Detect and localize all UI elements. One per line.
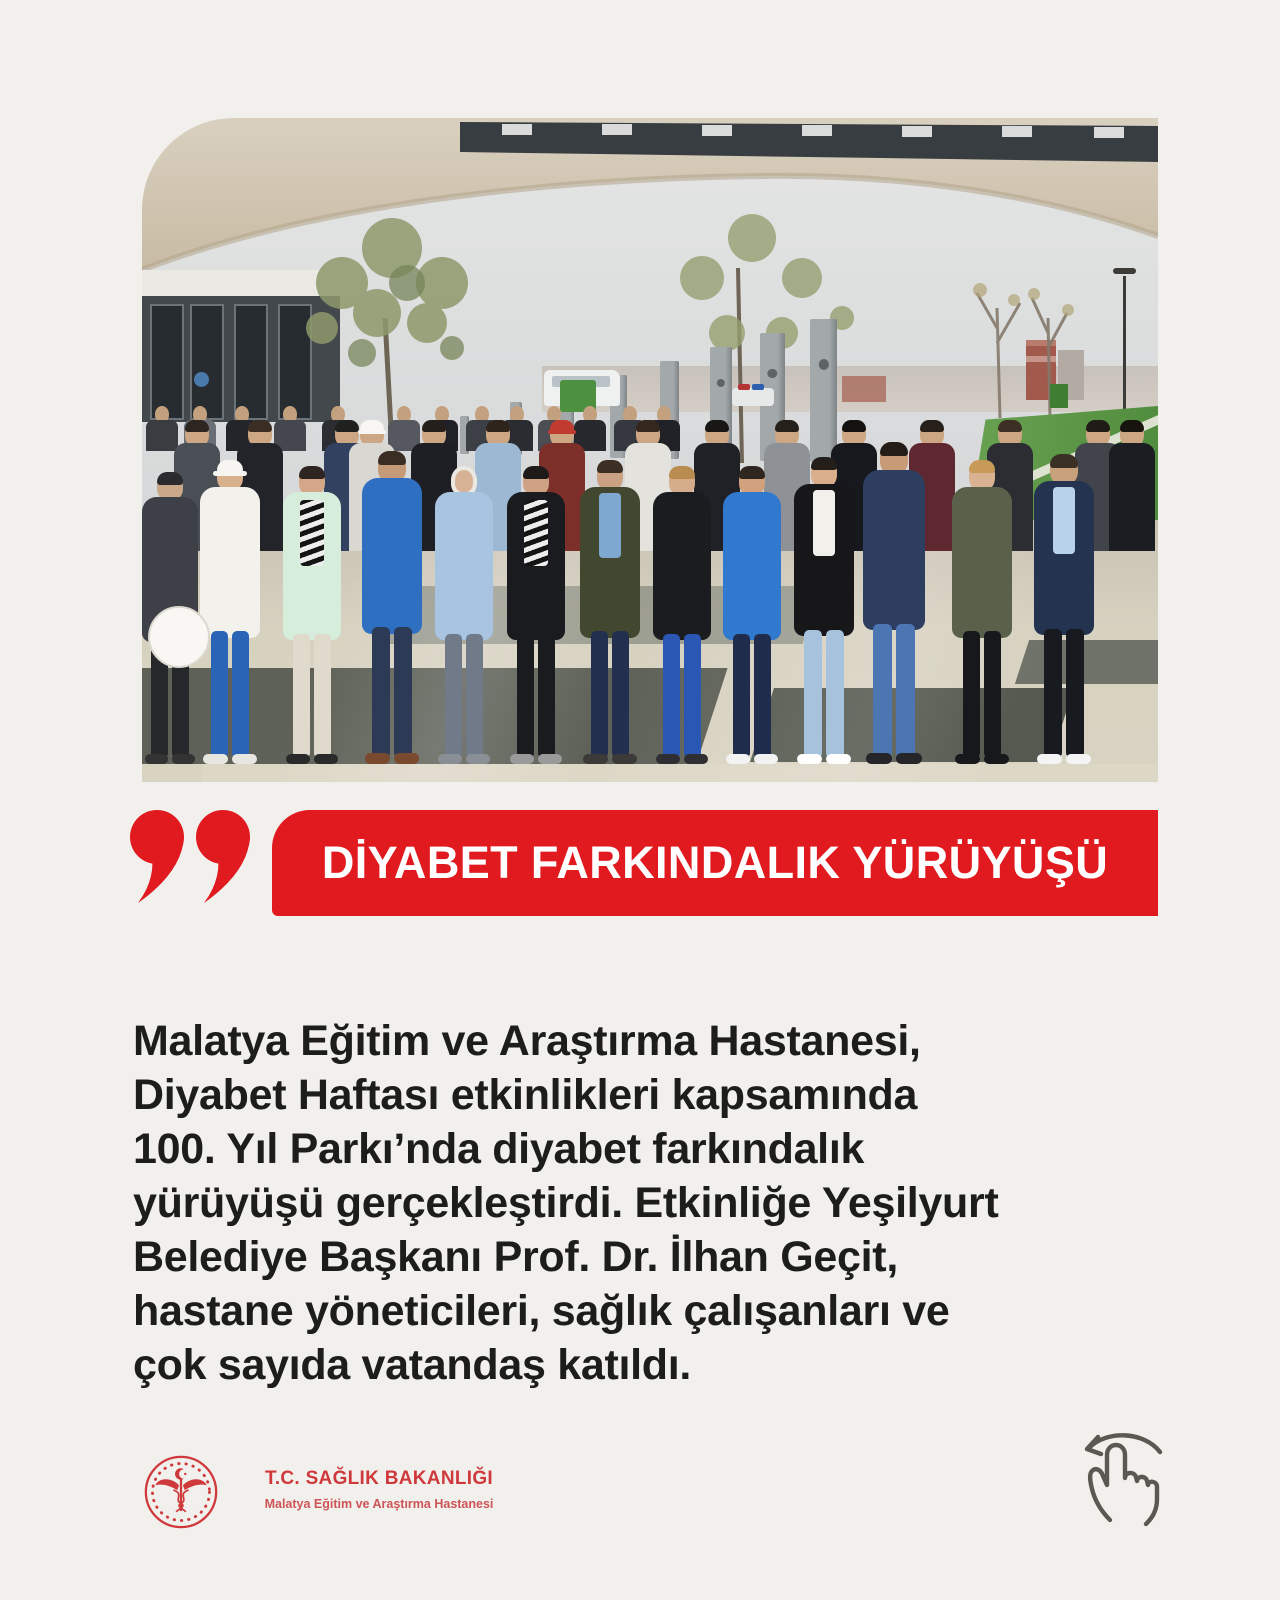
person-mid bbox=[1107, 420, 1157, 551]
body-text-line: hastane yöneticileri, sağlık çalışanları ve bbox=[133, 1287, 950, 1335]
person-figure bbox=[577, 460, 642, 764]
person-figure bbox=[280, 466, 344, 764]
person-figure bbox=[859, 442, 928, 764]
event-photo bbox=[142, 118, 1158, 782]
ministry-logo-icon bbox=[143, 1454, 219, 1530]
body-text-line: yürüyüşü gerçekleştirdi. Etkinliğe Yeşilyurt bbox=[133, 1179, 999, 1227]
swipe-left-icon[interactable] bbox=[1068, 1418, 1168, 1533]
person-figure bbox=[504, 466, 568, 764]
person-figure bbox=[650, 466, 714, 764]
body-text-line: çok sayıda vatandaş katıldı. bbox=[133, 1341, 692, 1389]
ministry-name: T.C. SAĞLIK BAKANLIĞI bbox=[265, 1468, 493, 1489]
person-figure bbox=[358, 451, 425, 764]
body-text-line: Belediye Başkanı Prof. Dr. İlhan Geçit, bbox=[133, 1233, 898, 1281]
quote-icon bbox=[130, 810, 254, 906]
crowd bbox=[142, 118, 1158, 782]
body-text bbox=[133, 1014, 1163, 1392]
banner-title: DİYABET FARKINDALIK YÜRÜYÜŞÜ bbox=[321, 837, 1109, 888]
hospital-name: Malatya Eğitim ve Araştırma Hastanesi bbox=[264, 1497, 494, 1511]
title-banner bbox=[272, 810, 1158, 916]
person-figure bbox=[1031, 454, 1098, 764]
ministry-logo-block bbox=[143, 1454, 523, 1534]
white-sign-disc bbox=[148, 606, 210, 668]
body-text-line: 100. Yıl Parkı’nda diyabet farkındalık bbox=[133, 1125, 865, 1173]
person-figure bbox=[197, 460, 262, 764]
body-text-line: Diyabet Haftası etkinlikleri kapsamında bbox=[133, 1071, 918, 1119]
body-text-line: Malatya Eğitim ve Araştırma Hastanesi, bbox=[133, 1017, 921, 1065]
person-figure bbox=[791, 457, 857, 764]
person-figure bbox=[720, 466, 784, 764]
person-figure bbox=[432, 466, 496, 764]
person-figure bbox=[949, 460, 1014, 764]
